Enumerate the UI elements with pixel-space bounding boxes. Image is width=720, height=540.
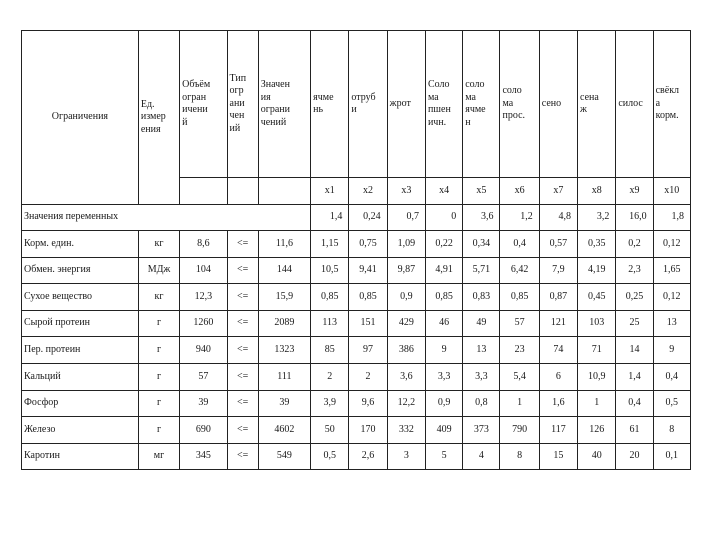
constraint-name: Сырой протеин: [22, 310, 139, 337]
coefficient-cell: 0,4: [616, 390, 653, 417]
coefficient-cell: 5,4: [500, 363, 539, 390]
coefficient-cell: 9: [653, 337, 690, 364]
constraint-type: <=: [227, 363, 258, 390]
constraint-type: <=: [227, 417, 258, 444]
coefficient-cell: 40: [578, 443, 616, 470]
coefficient-cell: 790: [500, 417, 539, 444]
coefficient-cell: 3,3: [425, 363, 462, 390]
coefficient-cell: 332: [387, 417, 425, 444]
coefficient-cell: 1: [578, 390, 616, 417]
constraint-limit: 4602: [258, 417, 310, 444]
variable-values-row: [22, 205, 691, 231]
constraint-volume: 1260: [180, 310, 227, 337]
coefficient-cell: 6: [539, 363, 577, 390]
coefficient-cell: 7,9: [539, 257, 577, 284]
coefficient-cell: 126: [578, 417, 616, 444]
constraint-row: [22, 417, 691, 444]
coefficient-cell: 6,42: [500, 257, 539, 284]
header-feed-3: жрот: [387, 31, 425, 178]
constraint-limit: 549: [258, 443, 310, 470]
constraint-unit: кг: [138, 284, 179, 311]
coefficient-cell: 8: [653, 417, 690, 444]
coefficient-cell: 0,1: [653, 443, 690, 470]
coefficient-cell: 1,65: [653, 257, 690, 284]
header-feed-8: сена ж: [578, 31, 616, 178]
coefficient-cell: 50: [311, 417, 349, 444]
var-x4: x4: [425, 178, 462, 205]
constraint-unit: МДж: [138, 257, 179, 284]
coefficient-cell: 0,85: [311, 284, 349, 311]
coefficient-cell: 13: [463, 337, 500, 364]
constraint-row: [22, 390, 691, 417]
coefficient-cell: 49: [463, 310, 500, 337]
var-x8: x8: [578, 178, 616, 205]
constraint-row: [22, 231, 691, 258]
coefficient-cell: 0,12: [653, 284, 690, 311]
coefficient-cell: 1,4: [616, 363, 653, 390]
var-x2: x2: [349, 178, 387, 205]
value-x3: 0,7: [387, 205, 425, 231]
constraint-type: <=: [227, 231, 258, 258]
coefficient-cell: 9,41: [349, 257, 387, 284]
header-row: [22, 31, 691, 178]
constraint-type: <=: [227, 257, 258, 284]
constraint-unit: г: [138, 390, 179, 417]
coefficient-cell: 97: [349, 337, 387, 364]
constraint-unit: кг: [138, 231, 179, 258]
coefficient-cell: 2,3: [616, 257, 653, 284]
coefficient-cell: 429: [387, 310, 425, 337]
header-feed-1: ячме нь: [311, 31, 349, 178]
constraint-volume: 940: [180, 337, 227, 364]
coefficient-cell: 74: [539, 337, 577, 364]
coefficient-cell: 2,6: [349, 443, 387, 470]
coefficient-cell: 0,25: [616, 284, 653, 311]
header-feed-6: соло ма прос.: [500, 31, 539, 178]
coefficient-cell: 0,9: [387, 284, 425, 311]
constraint-volume: 8,6: [180, 231, 227, 258]
var-x9: x9: [616, 178, 653, 205]
coefficient-cell: 1,09: [387, 231, 425, 258]
coefficient-cell: 151: [349, 310, 387, 337]
coefficient-cell: 8: [500, 443, 539, 470]
coefficient-cell: 1,6: [539, 390, 577, 417]
var-x3: x3: [387, 178, 425, 205]
coefficient-cell: 4,19: [578, 257, 616, 284]
empty-cell: [258, 178, 310, 205]
coefficient-cell: 12,2: [387, 390, 425, 417]
coefficient-cell: 3,9: [311, 390, 349, 417]
constraint-row: [22, 337, 691, 364]
coefficient-cell: 0,85: [500, 284, 539, 311]
coefficient-cell: 14: [616, 337, 653, 364]
coefficient-cell: 0,5: [653, 390, 690, 417]
coefficient-cell: 0,4: [500, 231, 539, 258]
coefficient-cell: 1: [500, 390, 539, 417]
coefficient-cell: 386: [387, 337, 425, 364]
header-volume: Объём огран ичени й: [180, 31, 227, 178]
coefficient-cell: 373: [463, 417, 500, 444]
constraint-row: [22, 443, 691, 470]
header-feed-4: Соло ма пшен ичн.: [425, 31, 462, 178]
coefficient-cell: 3,3: [463, 363, 500, 390]
constraint-limit: 1323: [258, 337, 310, 364]
value-x7: 4,8: [539, 205, 577, 231]
coefficient-cell: 0,35: [578, 231, 616, 258]
var-x6: x6: [500, 178, 539, 205]
coefficient-cell: 23: [500, 337, 539, 364]
coefficient-cell: 2: [311, 363, 349, 390]
var-x10: x10: [653, 178, 690, 205]
coefficient-cell: 46: [425, 310, 462, 337]
constraint-name: Фосфор: [22, 390, 139, 417]
constraint-unit: г: [138, 363, 179, 390]
coefficient-cell: 0,75: [349, 231, 387, 258]
coefficient-cell: 117: [539, 417, 577, 444]
constraint-name: Пер. протеин: [22, 337, 139, 364]
constraint-row: [22, 257, 691, 284]
constraint-volume: 345: [180, 443, 227, 470]
value-x1: 1,4: [311, 205, 349, 231]
value-x4: 0: [425, 205, 462, 231]
coefficient-cell: 0,87: [539, 284, 577, 311]
constraint-name: Каротин: [22, 443, 139, 470]
constraint-name: Железо: [22, 417, 139, 444]
coefficient-cell: 121: [539, 310, 577, 337]
constraint-type: <=: [227, 390, 258, 417]
coefficient-cell: 5: [425, 443, 462, 470]
coefficient-cell: 0,85: [349, 284, 387, 311]
constraint-type: <=: [227, 284, 258, 311]
var-x1: x1: [311, 178, 349, 205]
coefficient-cell: 0,12: [653, 231, 690, 258]
coefficient-cell: 0,2: [616, 231, 653, 258]
coefficient-cell: 3: [387, 443, 425, 470]
constraint-row: [22, 284, 691, 311]
header-unit: Ед. измер ения: [138, 31, 179, 205]
constraint-row: [22, 310, 691, 337]
coefficient-cell: 0,34: [463, 231, 500, 258]
header-feed-7: сено: [539, 31, 577, 178]
constraint-unit: г: [138, 417, 179, 444]
coefficient-cell: 409: [425, 417, 462, 444]
coefficient-cell: 113: [311, 310, 349, 337]
coefficient-cell: 9,6: [349, 390, 387, 417]
constraint-row: [22, 363, 691, 390]
value-x8: 3,2: [578, 205, 616, 231]
coefficient-cell: 2: [349, 363, 387, 390]
coefficient-cell: 85: [311, 337, 349, 364]
value-x2: 0,24: [349, 205, 387, 231]
variable-values-label: Значения переменных: [22, 205, 311, 231]
coefficient-cell: 25: [616, 310, 653, 337]
empty-cell: [227, 178, 258, 205]
coefficient-cell: 103: [578, 310, 616, 337]
coefficient-cell: 9,87: [387, 257, 425, 284]
coefficient-cell: 15: [539, 443, 577, 470]
value-x5: 3,6: [463, 205, 500, 231]
coefficient-cell: 0,22: [425, 231, 462, 258]
constraints-table: [21, 30, 691, 470]
constraint-name: Сухое вещество: [22, 284, 139, 311]
var-x5: x5: [463, 178, 500, 205]
coefficient-cell: 4,91: [425, 257, 462, 284]
coefficient-cell: 4: [463, 443, 500, 470]
var-x7: x7: [539, 178, 577, 205]
value-x10: 1,8: [653, 205, 690, 231]
constraint-type: <=: [227, 443, 258, 470]
empty-cell: [180, 178, 227, 205]
coefficient-cell: 61: [616, 417, 653, 444]
coefficient-cell: 13: [653, 310, 690, 337]
coefficient-cell: 170: [349, 417, 387, 444]
coefficient-cell: 0,45: [578, 284, 616, 311]
coefficient-cell: 10,5: [311, 257, 349, 284]
constraint-name: Кальций: [22, 363, 139, 390]
constraint-limit: 11,6: [258, 231, 310, 258]
coefficient-cell: 0,4: [653, 363, 690, 390]
header-feed-2: отруб и: [349, 31, 387, 178]
constraint-limit: 39: [258, 390, 310, 417]
header-value: Значен ия ограни чений: [258, 31, 310, 178]
constraint-volume: 57: [180, 363, 227, 390]
header-type: Тип огр ани чен ий: [227, 31, 258, 178]
constraint-volume: 104: [180, 257, 227, 284]
coefficient-cell: 0,85: [425, 284, 462, 311]
constraint-limit: 15,9: [258, 284, 310, 311]
coefficient-cell: 0,9: [425, 390, 462, 417]
constraint-name: Корм. един.: [22, 231, 139, 258]
coefficient-cell: 5,71: [463, 257, 500, 284]
constraint-limit: 144: [258, 257, 310, 284]
coefficient-cell: 1,15: [311, 231, 349, 258]
value-x6: 1,2: [500, 205, 539, 231]
header-feed-10: свёкл а корм.: [653, 31, 690, 178]
header-feed-9: силос: [616, 31, 653, 178]
constraint-limit: 111: [258, 363, 310, 390]
coefficient-cell: 0,8: [463, 390, 500, 417]
coefficient-cell: 57: [500, 310, 539, 337]
constraint-volume: 12,3: [180, 284, 227, 311]
constraint-type: <=: [227, 310, 258, 337]
coefficient-cell: 0,57: [539, 231, 577, 258]
header-constraint: Ограничения: [22, 31, 139, 205]
coefficient-cell: 10,9: [578, 363, 616, 390]
constraint-limit: 2089: [258, 310, 310, 337]
value-x9: 16,0: [616, 205, 653, 231]
constraint-volume: 690: [180, 417, 227, 444]
constraint-unit: г: [138, 337, 179, 364]
constraint-volume: 39: [180, 390, 227, 417]
coefficient-cell: 3,6: [387, 363, 425, 390]
coefficient-cell: 0,5: [311, 443, 349, 470]
constraint-unit: г: [138, 310, 179, 337]
constraint-type: <=: [227, 337, 258, 364]
coefficient-cell: 9: [425, 337, 462, 364]
constraint-name: Обмен. энергия: [22, 257, 139, 284]
constraint-unit: мг: [138, 443, 179, 470]
header-feed-5: соло ма ячме н: [463, 31, 500, 178]
coefficient-cell: 20: [616, 443, 653, 470]
coefficient-cell: 0,83: [463, 284, 500, 311]
coefficient-cell: 71: [578, 337, 616, 364]
